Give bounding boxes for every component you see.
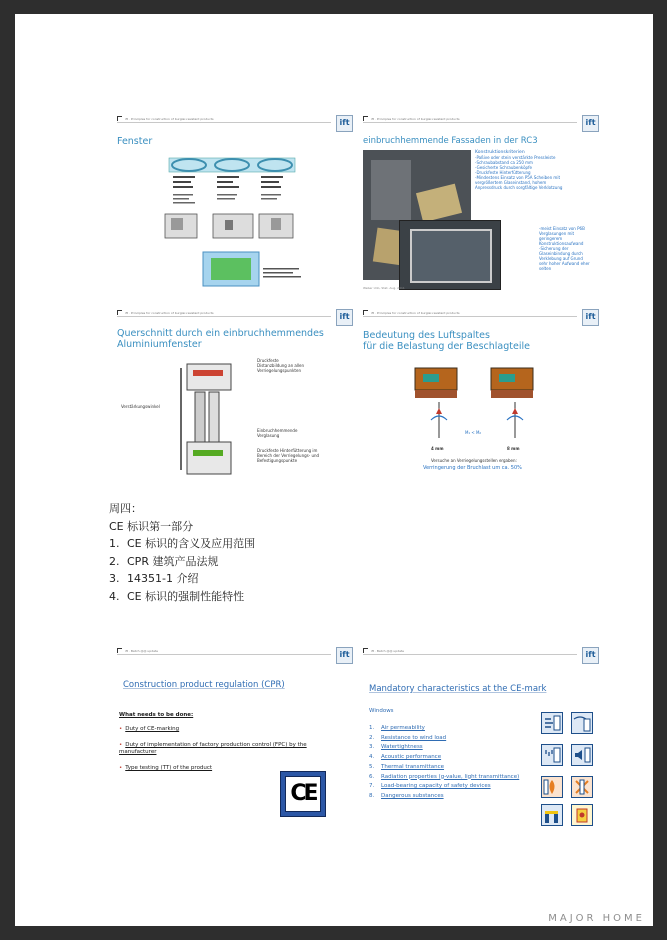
label-verglasung: Einbruchhemmende Verglasung [257,428,298,438]
notes-item: 4. CE 标识的强制性能特性 [109,589,245,603]
label-verstaerkungswinkel: Verstärkungswinkel [121,404,160,409]
list-item: 2. Resistance to wind load [369,734,447,741]
ce-mark-logo: CE [280,771,326,817]
slide-cpr [115,646,355,826]
header-line [117,654,331,655]
slide-header: ift · Principles for construction of burglar-resistant products [117,116,214,121]
slide-title: Construction product regulation (CPR) [123,680,285,690]
slide-title: einbruchhemmende Fassaden in der RC3 [363,136,538,146]
header-line [117,122,331,123]
slide-fenster [115,114,355,292]
slide-header: ift · Principles for construction of burglar-resistant products [363,310,460,315]
notes-day: 周四： [109,502,142,515]
label-hinterfuetterung: Druckfeste Hinterfütterung im Bereich der Verriegelungs- und Befestigungspunkte [257,448,320,463]
moment-equation: M₁ < M₂ [465,430,482,435]
note-line: Konstruktionsaufwand [539,241,584,246]
dangerous-substances-icon [571,804,593,826]
list-item: 3. Watertightness [369,744,423,751]
slide-title-line2: Aluminiumfenster [117,339,202,350]
criteria-box [475,150,599,190]
criteria-line: -Druckfeste Hinterfütterung [475,170,531,175]
criteria-line: -Gesicherte Schraubenköpfe [475,165,532,170]
test-caption: Versuche an Verriegelungsstellen ergaben: [431,458,517,463]
air-gap-diagram [409,362,559,448]
slide-mandatory [361,646,601,826]
criteria-line: -Mindestens Einsatz von P5A Scheiben mit vergrößertem Glaseinstand, hohem Anpressdruck durch sorgfältige Verklotzung [475,175,563,190]
cpr-item: • Duty of CE-marking [119,726,180,732]
list-item: 7. Load-bearing capacity of safety devices [369,783,491,790]
list-item: 8. Dangerous substances [369,792,444,799]
wind-load-icon [571,712,593,734]
watermark: MAJOR HOME [548,913,645,924]
document-page [15,14,653,926]
note-line: selten [539,266,552,271]
ift-logo: ift [582,309,599,326]
acoustic-icon [571,744,593,766]
criteria-line: -Paßive oder stein verstärkte Pressleiste [475,155,556,160]
test-result: Verringerung der Bruchlast um ca. 50% [423,465,522,471]
note-line: -meist Einsatz von P6B [539,226,585,231]
slide-title: Fenster [117,136,153,147]
label-druckfeste-distanz: Druckfeste Distanzbildung an allen Verriegelungspunkten [257,358,305,373]
slide-title-line1: Querschnitt durch ein einbruchhemmendes [117,328,324,339]
note-line: geringerem [539,236,563,241]
thermal-icon [541,776,563,798]
aluminium-window-section [173,358,243,480]
ift-logo: ift [582,647,599,664]
header-line [117,316,331,317]
characteristics-list [369,724,519,802]
watertightness-icon [541,744,563,766]
windows-subhead: Windows [369,708,394,714]
criteria-line: -Schraubabstand ca 250 mm [475,160,533,165]
dim-4mm: 4 mm [431,446,444,451]
slide-header: ift · Principles for construction of burglar-resistant products [117,310,214,315]
window-diagram [159,148,309,288]
note-line: Verklebung auf Grund [539,256,583,261]
list-item: 4. Acoustic performance [369,754,442,761]
criteria-title: Konstruktionskriterien [475,150,525,155]
list-item: 1. Air permeability [369,725,425,731]
slide-header: ift · Batch @@ update [117,648,158,653]
header-line [363,316,577,317]
ift-logo: ift [336,309,353,326]
right-notes [539,226,599,271]
note-line: -Sicherung der [539,246,569,251]
ift-logo: ift [336,647,353,664]
facade-photo-inset [399,220,501,290]
slide-querschnitt [115,308,355,486]
cpr-item: • Duty of implementation of factory production control (FPC) by the manufacturer [119,742,307,755]
slide-title-line2: für die Belastung der Beschlagteile [363,341,530,352]
note-line: Glaseinbindung durch [539,251,583,256]
ift-logo: ift [336,115,353,132]
notes-heading: CE 标识第一部分 [109,519,194,533]
slide-title: Mandatory characteristics at the CE-mark [369,684,547,694]
slide-header: ift · Batch @@ update [363,648,404,653]
cpr-item: • Type testing (TT) of the product [119,765,213,771]
list-item: 6. Radiation properties (g-value, light transmittance) [369,773,520,780]
ift-logo: ift [582,115,599,132]
list-item: 5. Thermal transmittance [369,763,445,770]
note-line: sehr hoher Aufwand eher [539,261,590,266]
chinese-notes [109,500,255,605]
header-line [363,654,577,655]
notes-item: 1. CE 标识的含义及应用范围 [109,537,256,550]
safety-devices-icon [541,804,563,826]
radiation-icon [571,776,593,798]
dim-8mm: 8 mm [507,446,520,451]
notes-item: 3. 14351-1 介绍 [109,572,199,585]
notes-item: 2. CPR 建筑产品法规 [109,554,219,568]
header-line [363,122,577,123]
slide-fassaden [361,114,601,292]
note-line: Verglasungen mit [539,231,575,236]
slide-header: ift · Principles for construction of burglar-resistant products [363,116,460,121]
slide-luftspalt [361,308,601,486]
slide-title-line1: Bedeutung des Luftspaltes [363,330,490,341]
air-permeability-icon [541,712,563,734]
slide-footer: Weber Udo, Stat. Aug. 2011 [363,286,405,290]
cpr-subhead: What needs to be done: [119,712,194,718]
